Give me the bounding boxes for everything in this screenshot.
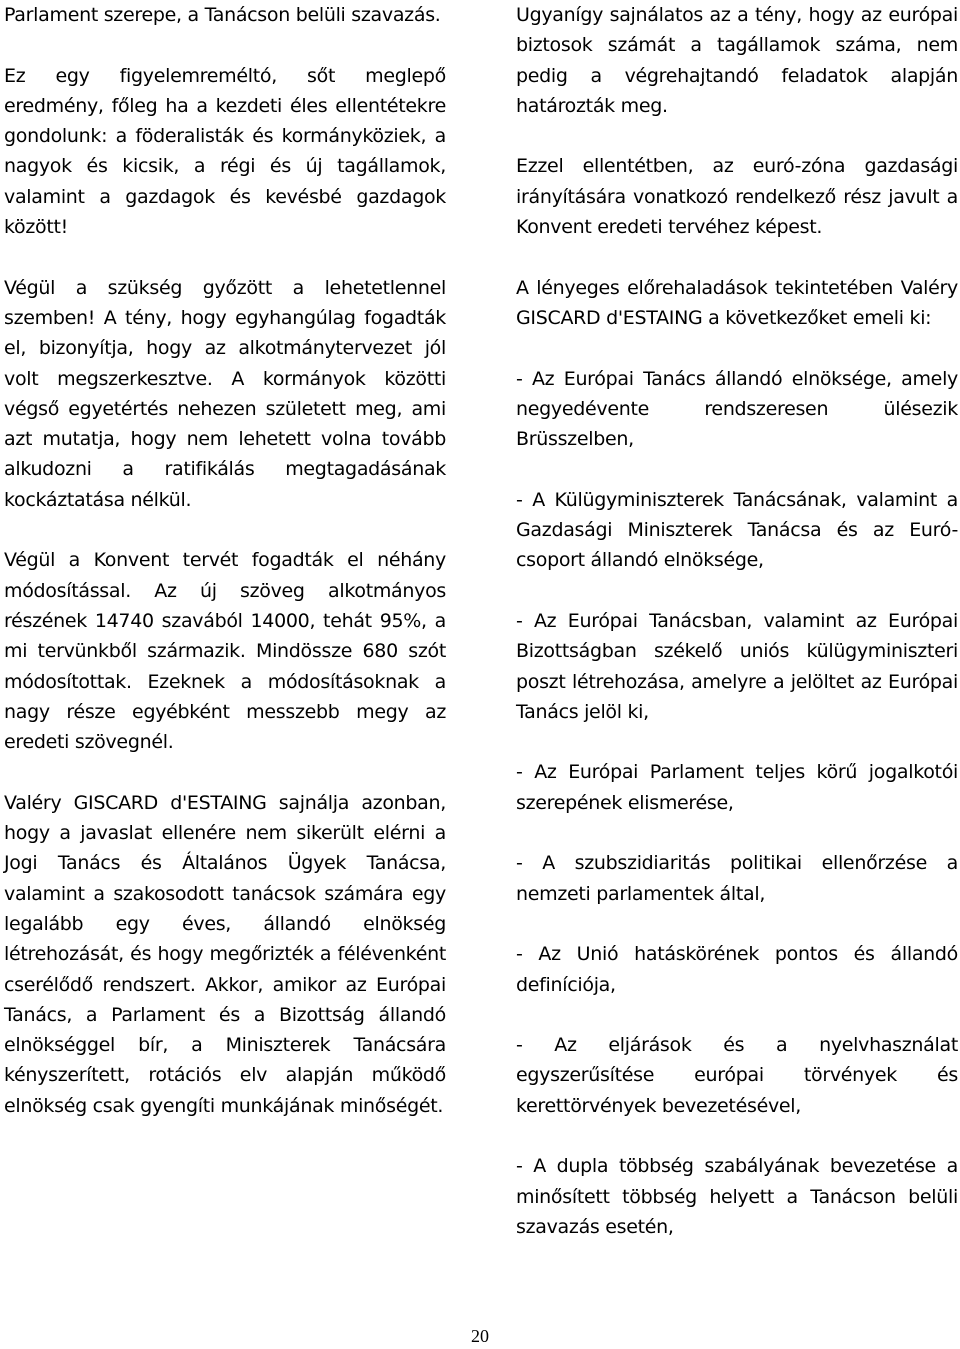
list-item: - Az Európai Tanács állandó elnöksége, amely negyedévente rendszeresen ülésezik Brüsszelben, [516, 367, 958, 451]
list-item: - Az Európai Parlament teljes körű jogalkotói szerepének elismerése, [516, 761, 958, 814]
right-column [516, 0, 958, 1272]
paragraph: A lényeges előrehaladások tekintetében Valéry GISCARD d'ESTAING a következőket emeli ki: [516, 276, 958, 329]
left-column [4, 0, 446, 1151]
list-item: - Az eljárások és a nyelvhasználat egyszerűsítése európai törvények és kerettörvények bevezetésével, [516, 1034, 958, 1117]
paragraph: Ugyanígy sajnálatos az a tény, hogy az európai biztosok számát a tagállamok száma, nem pedig a végrehajtandó feladatok alapján határozták meg. [516, 4, 958, 117]
list-item: - Az Európai Tanácsban, valamint az Európai Bizottságban székelő uniós külügyminiszteri poszt létrehozása, amelyre a jelöltet az Európai Tanács jelöl ki, [516, 609, 958, 723]
page-number: 20 [471, 1326, 489, 1346]
paragraph: Parlament szerepe, a Tanácson belüli szavazás. [4, 4, 441, 26]
paragraph: Ez egy figyelemreméltó, sőt meglepő eredmény, főleg ha a kezdeti éles ellentétekre gondolunk: a föderalisták és kormányköziek, a nagyok és kicsik, a régi és új tagállamok, valamint a gazdagok és kevésbé gazdagok között! [4, 64, 446, 239]
list-item: - A Külügyminiszterek Tanácsának, valamint a Gazdasági Miniszterek Tanácsa és az Euró-csoport állandó elnöksége, [516, 488, 958, 572]
list-item: - Az Unió hatáskörének pontos és állandó definíciója, [516, 943, 958, 996]
list-item: - A szubszidiaritás politikai ellenőrzése a nemzeti parlamentek által, [516, 852, 958, 905]
list-item: - A dupla többség szabályának bevezetése a minősített többség helyett a Tanácson belüli szavazás esetén, [516, 1155, 958, 1238]
paragraph: Végül a szükség győzött a lehetetlennel szemben! A tény, hogy egyhangúlag fogadták el, bizonyítja, hogy az alkotmánytervezet jól volt megszerkesztve. A kormányok közötti végső egyetértés nehezen született meg, ami azt mutatja, hogy nem lehetett volna tovább alkudozni a ratifikálás megtagadásának kockáztatása nélkül. [4, 276, 446, 511]
paragraph: Valéry GISCARD d'ESTAING sajnálja azonban, hogy a javaslat ellenére nem sikerült elérni a Jogi Tanács és Általános Ügyek Tanácsa, valamint a szakosodott tanácsok számára egy legalább egy éves, állandó elnökség létrehozását, és hogy megőrizték a félévenként cserélődő rendszert. Akkor, amikor az Európai Tanács, a Parlament és a Bizottság állandó elnökséggel bír, a Miniszterek Tanácsára kényszerített, rotációs elv alapján működő elnökség csak gyengíti munkájának minőségét. [4, 791, 446, 1117]
paragraph: Végül a Konvent tervét fogadták el néhány módosítással. Az új szöveg alkotmányos részének 14740 szavából 14000, tehát 95%, a mi tervünkből származik. Mindössze 680 szót módosítottak. Ezeknek a módosításoknak a nagy része egyébként messzebb megy az eredeti szövegnél. [4, 549, 446, 754]
paragraph: Ezzel ellentétben, az euró-zóna gazdasági irányítására vonatkozó rendelkező rész javult a Konvent eredeti tervéhez képest. [516, 155, 958, 239]
